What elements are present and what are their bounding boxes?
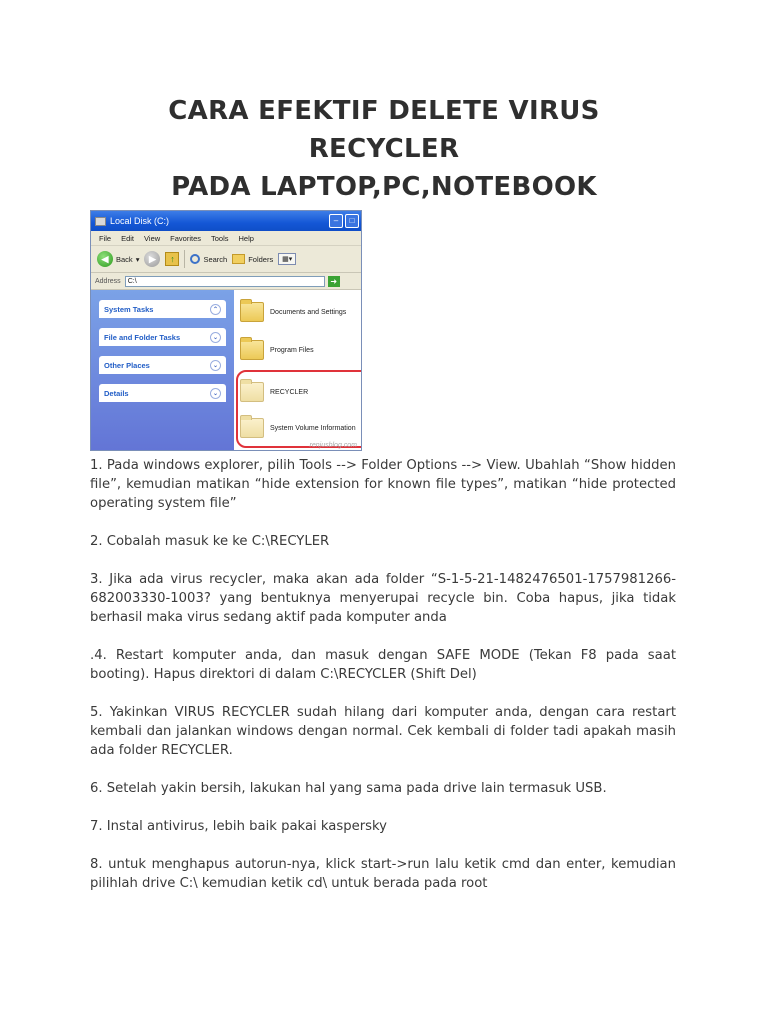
explorer-menubar	[91, 231, 361, 246]
menu-file: File	[99, 233, 112, 243]
minimize-icon: –	[329, 214, 343, 228]
task-other-places	[99, 356, 226, 374]
task-file-folder-tasks	[99, 328, 226, 346]
address-value: C:\	[127, 277, 137, 285]
folder-item	[240, 302, 346, 322]
forward-arrow-icon: ▶	[144, 251, 160, 267]
red-highlight-circle	[236, 370, 362, 448]
dropdown-arrow-icon: ▾	[135, 254, 140, 264]
explorer-toolbar	[91, 246, 361, 273]
explorer-window-title: Local Disk (C:)	[110, 216, 170, 226]
document-body	[90, 456, 676, 912]
menu-help: Help	[238, 233, 254, 243]
task-system-tasks	[99, 300, 226, 318]
explorer-titlebar	[91, 211, 361, 231]
chevron-up-icon: ⌃	[210, 304, 221, 315]
step-paragraph: 7. Instal antivirus, lebih baik pakai kaspersky	[90, 819, 387, 834]
explorer-screenshot	[90, 210, 362, 451]
folder-label: System Volume Information	[270, 424, 356, 432]
step-paragraph: 5. Yakinkan VIRUS RECYCLER sudah hilang dari komputer anda, dengan cara restart kembali dan jalankan windows dengan normal. Cek kembali di folder tadi apakah masih ada folder RECYCLER.	[90, 705, 676, 758]
folder-label: Documents and Settings	[270, 308, 347, 316]
folder-label: Program Files	[270, 346, 314, 354]
menu-view: View	[144, 233, 161, 243]
folder-up-icon: ↑	[165, 252, 179, 266]
task-details	[99, 384, 226, 402]
folder-icon	[240, 340, 264, 360]
folder-icon	[240, 302, 264, 322]
step-paragraph: 6. Setelah yakin bersih, lakukan hal yang sama pada drive lain termasuk USB.	[90, 781, 607, 796]
go-arrow-icon: ➜	[328, 276, 340, 287]
maximize-icon: □	[345, 214, 359, 228]
explorer-content	[91, 290, 361, 450]
back-label: Back	[116, 254, 133, 264]
folders-label: Folders	[248, 254, 274, 264]
explorer-file-list	[234, 290, 361, 450]
menu-favorites: Favorites	[170, 233, 201, 243]
search-icon	[190, 254, 200, 264]
chevron-down-icon: ⌄	[210, 388, 221, 399]
explorer-task-pane	[91, 290, 234, 450]
chevron-down-icon: ⌄	[210, 360, 221, 371]
step-paragraph: .4. Restart komputer anda, dan masuk dengan SAFE MODE (Tekan F8 pada saat booting). Hapus direktori di dalam C:\RECYCLER (Shift Del)	[90, 648, 676, 682]
chevron-down-icon: ⌄	[210, 332, 221, 343]
folder-item	[240, 340, 314, 360]
search-label: Search	[203, 254, 228, 264]
task-label: Details	[104, 388, 129, 398]
window-controls	[329, 214, 359, 228]
document-title	[80, 92, 688, 206]
menu-tools: Tools	[211, 233, 229, 243]
folder-label: RECYCLER	[270, 388, 309, 396]
back-arrow-icon: ◀	[97, 251, 113, 267]
views-icon: ▦▾	[278, 253, 296, 265]
step-paragraph: 2. Cobalah masuk ke ke C:\RECYLER	[90, 534, 330, 549]
title-line-2: RECYCLER	[308, 134, 460, 164]
drive-icon	[95, 217, 106, 226]
search-button	[190, 254, 227, 264]
back-button	[97, 251, 139, 267]
step-paragraph: 8. untuk menghapus autorun-nya, klick start->run lalu ketik cmd dan enter, kemudian pilihlah drive C:\ kemudian ketik cd\ untuk berada pada root	[90, 857, 676, 891]
title-line-1: CARA EFEKTIF DELETE VIRUS	[168, 96, 600, 126]
folders-button	[232, 254, 273, 264]
step-paragraph: 3. Jika ada virus recycler, maka akan ada folder “S-1-5-21-1482476501-1757981266-682003330-1003? yang bentuknya menyerupai recycle bin. Coba hapus, jika tidak berhasil maka virus sedang aktif pada komputer anda	[90, 572, 676, 625]
task-label: Other Places	[104, 360, 150, 370]
task-label: File and Folder Tasks	[104, 332, 181, 342]
step-paragraph: 1. Pada windows explorer, pilih Tools --> Folder Options --> View. Ubahlah “Show hidden file”, kemudian matikan “hide extension for known file types”, matikan “hide protected operating system file”	[90, 458, 676, 511]
title-line-3: PADA LAPTOP,PC,NOTEBOOK	[171, 172, 597, 202]
task-label: System Tasks	[104, 304, 154, 314]
toolbar-separator	[184, 250, 185, 268]
watermark: renjusblog.com	[309, 442, 357, 449]
address-field	[125, 276, 325, 287]
folders-icon	[232, 254, 245, 264]
explorer-addressbar	[91, 273, 361, 290]
address-label: Address	[95, 277, 121, 285]
menu-edit: Edit	[121, 233, 135, 243]
